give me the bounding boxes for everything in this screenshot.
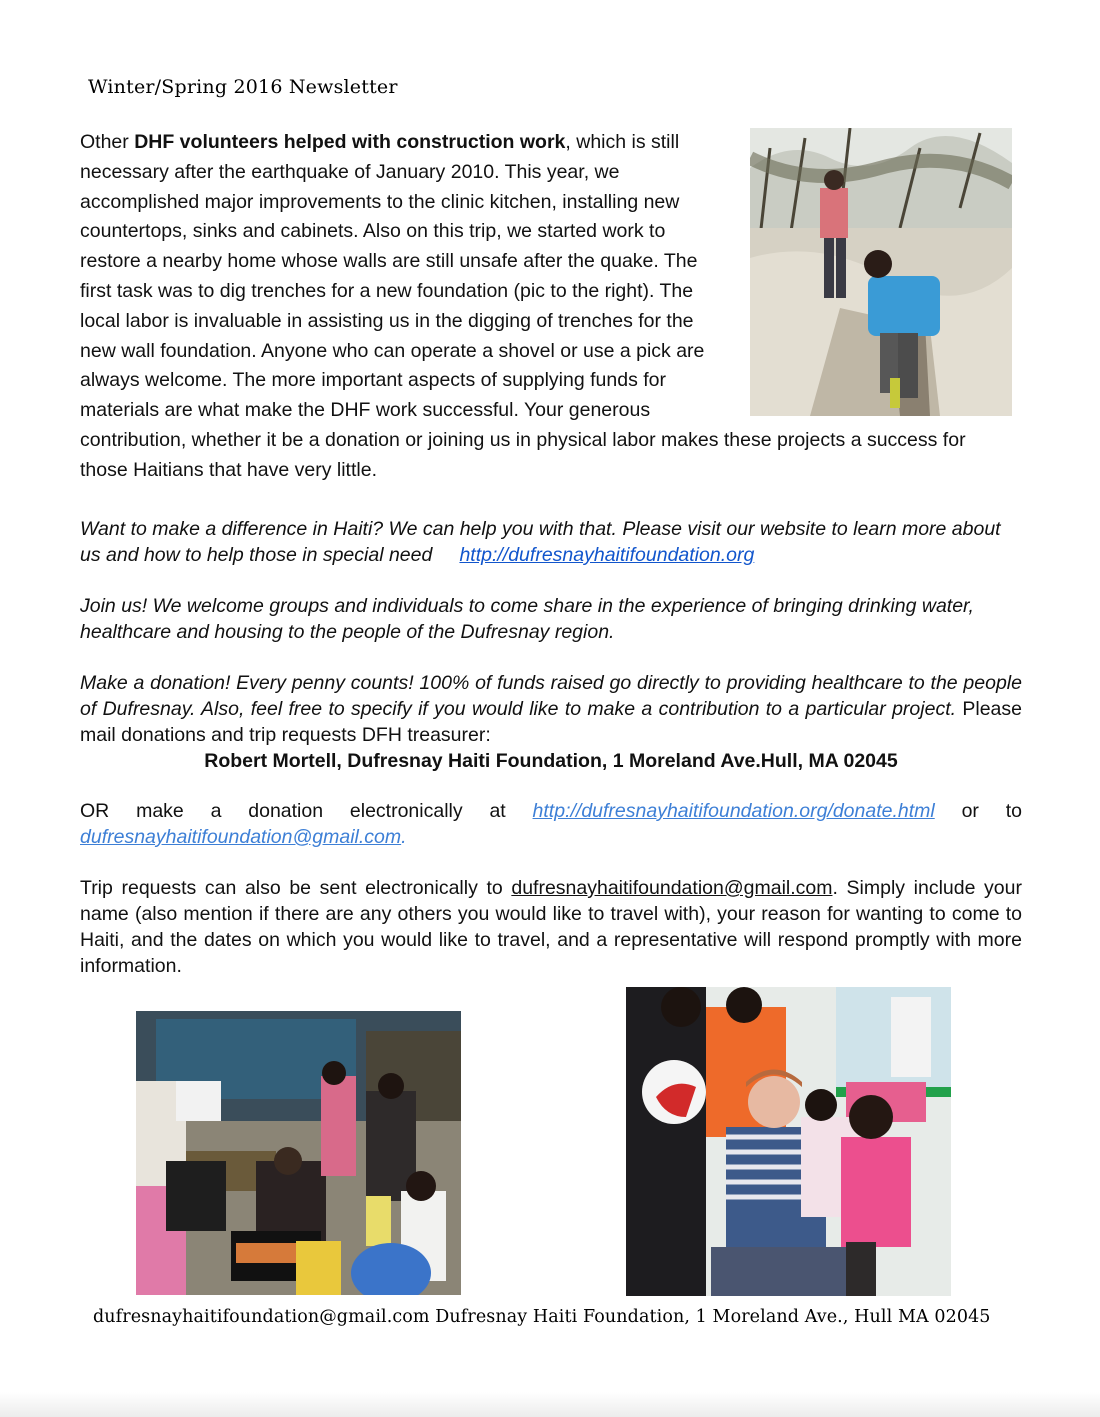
classroom-children-photo — [136, 1011, 461, 1295]
electronic-lead: OR make a donation electronically at — [80, 800, 506, 822]
intro-rest: , which is still necessary after the earthquake of January 2010. This year, we accomplished major improvements to the clinic kitchen, installing new countertops, sinks and cabinets. Also on this trip, we started work to restore a nearby home whose walls are still unsafe after the quake. The first task was to dig trenches for a new foundation (pic to the right). The local labor is invaluable in assisting us in the digging of trenches for the new wall foundation. Anyone who can operate a shovel or use a pick are always welcome. The more important aspects of supplying funds for materials are what make the DHF work successful. Your generous contribution, whether it be a donation or joining us in physical labor makes these projects a success for those Haitians that have very little. — [80, 131, 966, 481]
difference-text: Want to make a difference in Haiti? We can help you with that. Please visit our website to learn more about us and how to help those in special need — [80, 518, 1001, 566]
donation-section — [80, 670, 1022, 774]
website-link[interactable]: http://dufresnayhaitifoundation.org — [459, 544, 755, 566]
newsletter-header: Winter/Spring 2016 Newsletter — [88, 76, 398, 98]
construction-section — [80, 128, 980, 486]
electronic-donation-section — [80, 798, 1022, 850]
trip-rest: . Simply include your name (also mention if there are any others you would like to travel with), your reason for wanting to come to Haiti, and the dates on which you would like to travel, and a representative will respond promptly with more information. — [80, 877, 1022, 977]
electronic-end: . — [401, 826, 407, 848]
donation-email-link[interactable]: dufresnayhaitifoundation@gmail.com — [80, 826, 402, 848]
treasurer-address: Robert Mortell, Dufresnay Haiti Foundation, 1 Moreland Ave.Hull, MA 02045 — [204, 750, 898, 772]
trip-lead: Trip requests can also be sent electronically to — [80, 877, 503, 899]
join-section — [80, 593, 1022, 645]
page-bottom-shadow — [0, 1392, 1100, 1417]
footer-contact: dufresnayhaitifoundation@gmail.com Dufresnay Haiti Foundation, 1 Moreland Ave., Hull MA 02045 — [93, 1307, 991, 1327]
join-text: Join us! We welcome groups and individuals to come share in the experience of bringing drinking water, healthcare and housing to the people of the Dufresnay region. — [80, 595, 974, 643]
trip-request-section — [80, 875, 1022, 979]
trip-email-link[interactable]: dufresnayhaitifoundation@gmail.com — [511, 877, 833, 899]
trench-digging-photo — [750, 128, 1012, 416]
volunteer-with-children-photo — [626, 987, 951, 1296]
intro-lead: Other — [80, 131, 135, 153]
donate-plain: Please mail donations and trip requests DFH treasurer: — [80, 698, 1022, 746]
intro-bold: DHF volunteers helped with construction work — [134, 131, 566, 153]
donate-link[interactable]: http://dufresnayhaitifoundation.org/donate.html — [532, 800, 935, 822]
electronic-mid: or to — [961, 800, 1022, 822]
donate-italic: Make a donation! Every penny counts! 100% of funds raised go directly to providing healthcare to the people of Dufresnay. Also, feel free to specify if you would like to make a contribution to a particular project. — [80, 672, 1022, 720]
difference-section — [80, 516, 1022, 568]
